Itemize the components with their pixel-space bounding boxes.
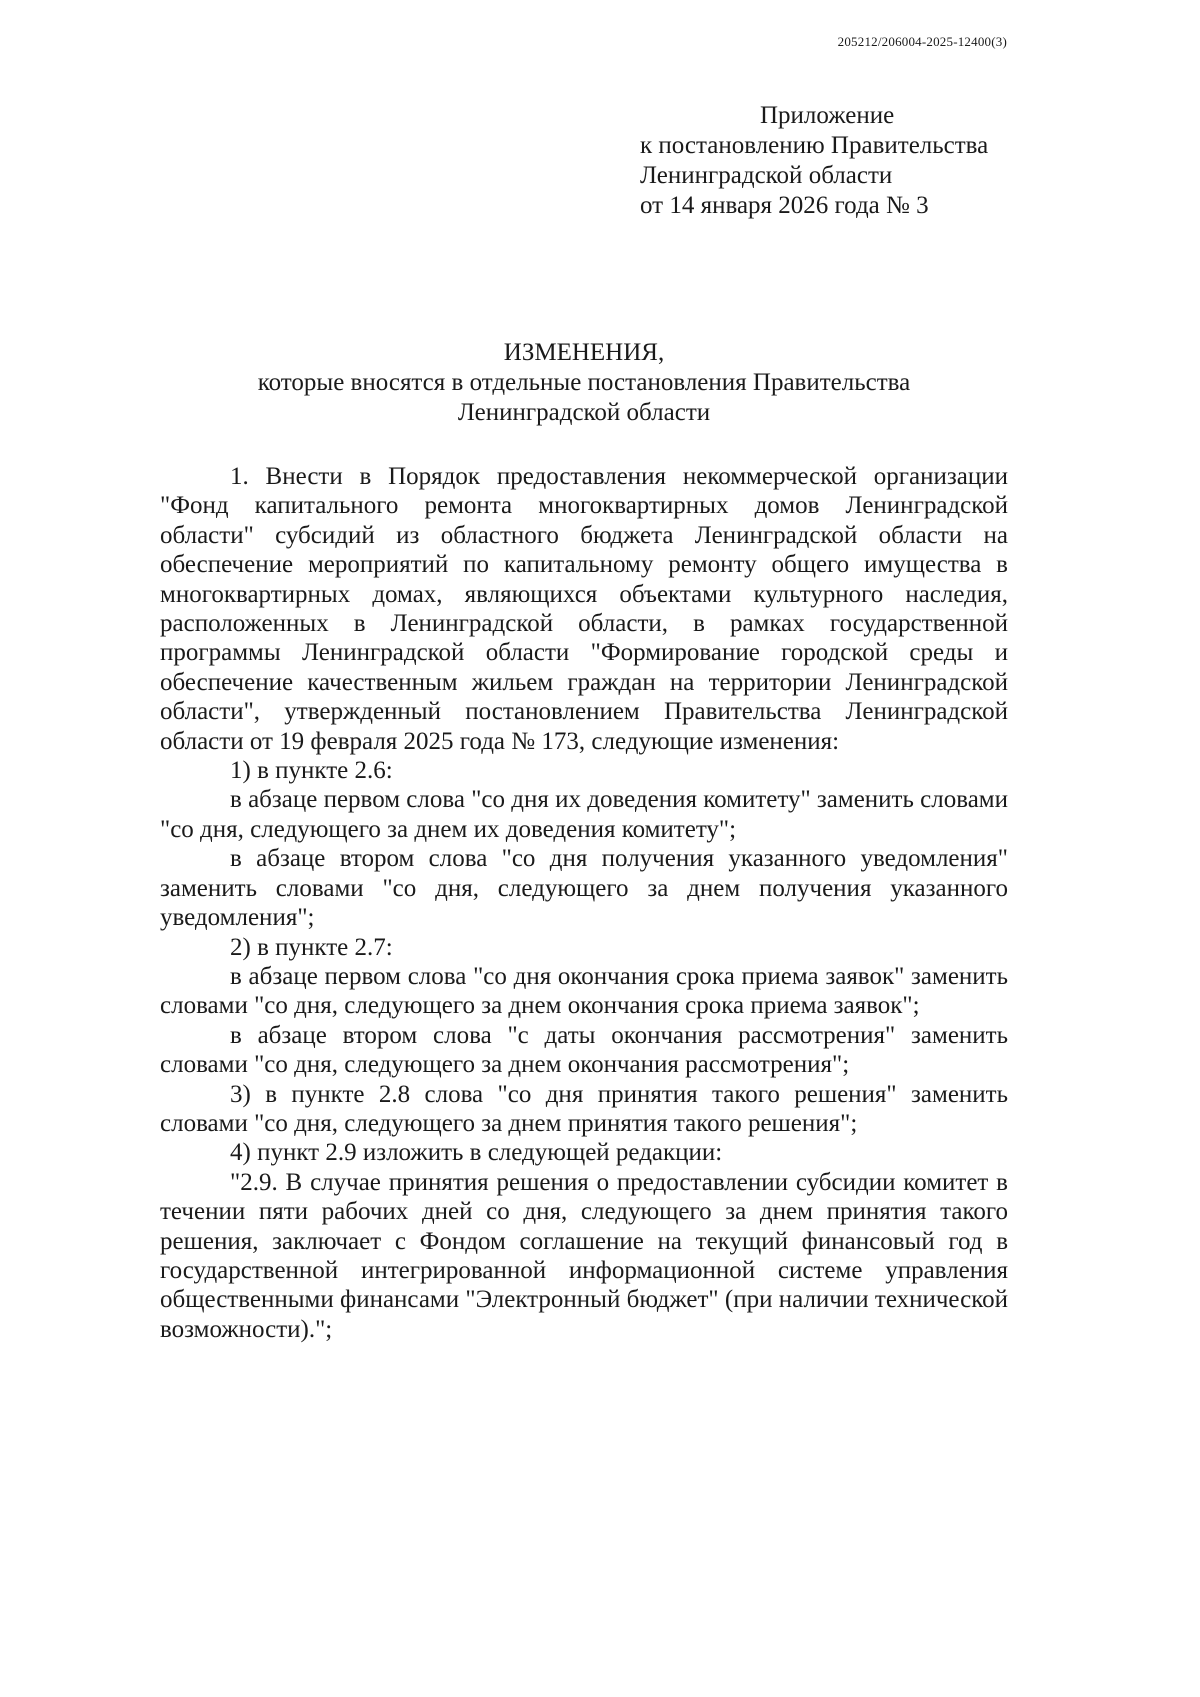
document-body (160, 462, 1008, 1344)
document-subtitle-line-2: Ленинградской области (457, 399, 711, 426)
appendix-date-number: от 14 января 2026 года № 3 (640, 192, 929, 219)
appendix-region: Ленинградской области (640, 162, 893, 189)
document-registration-number: 205212/206004-2025-12400(3) (837, 34, 1007, 49)
paragraph: в абзаце первом слова "со дня их доведения комитету" заменить словами "со дня, следующего за днем их доведения комитету"; (160, 786, 1008, 843)
document-title-block (160, 338, 1008, 428)
paragraph-quoted-clause: "2.9. В случае принятия решения о предоставлении субсидии комитет в течении пяти рабочих дней со дня, следующего за днем принятия такого решения, заключает с Фондом соглашение на текущий финансовый год в государственной интегрированной информационной системе управления общественными финансами "Электронный бюджет" (при наличии технической возможности)."; (160, 1168, 1008, 1343)
paragraph-subitem-2: 2) в пункте 2.7: (230, 933, 393, 961)
paragraph: в абзаце первом слова "со дня окончания срока приема заявок" заменить словами "со дня, следующего за днем окончания срока приема заявок"; (160, 962, 1008, 1020)
paragraph-subitem-4: 4) пункт 2.9 изложить в следующей редакции: (230, 1139, 723, 1167)
paragraph-subitem-1: 1) в пункте 2.6: (230, 757, 393, 785)
document-subtitle-line-1: которые вносятся в отдельные постановления Правительства (257, 369, 911, 396)
paragraph-subitem-3: 3) в пункте 2.8 слова "со дня принятия такого решения" заменить словами "со дня, следующего за днем принятия такого решения"; (160, 1080, 1008, 1137)
paragraph-item-1: 1. Внести в Порядок предоставления некоммерческой организации "Фонд капитального ремонта многоквартирных домов Ленинградской области" субсидий из областного бюджета Ленинградской области на обеспечение мероприятий по капитальному ремонту общего имущества в многоквартирных домах, являющихся объектами культурного наследия, расположенных в Ленинградской области, в рамках государственной программы Ленинградской области "Формирование городской среды и обеспечение качественным жильем граждан на территории Ленинградской области", утвержденный постановлением Правительства Ленинградской области от 19 февраля 2025 года № 173, следующие изменения: (160, 463, 1008, 755)
appendix-block (640, 101, 988, 221)
appendix-label: Приложение (760, 102, 895, 129)
document-title: ИЗМЕНЕНИЯ, (503, 339, 665, 366)
paragraph: в абзаце втором слова "со дня получения указанного уведомления" заменить словами "со дня, следующего за днем получения указанного уведомления"; (160, 845, 1008, 932)
appendix-reference: к постановлению Правительства (640, 132, 989, 159)
paragraph: в абзаце втором слова "с даты окончания рассмотрения" заменить словами "со дня, следующего за днем окончания рассмотрения"; (160, 1021, 1008, 1079)
